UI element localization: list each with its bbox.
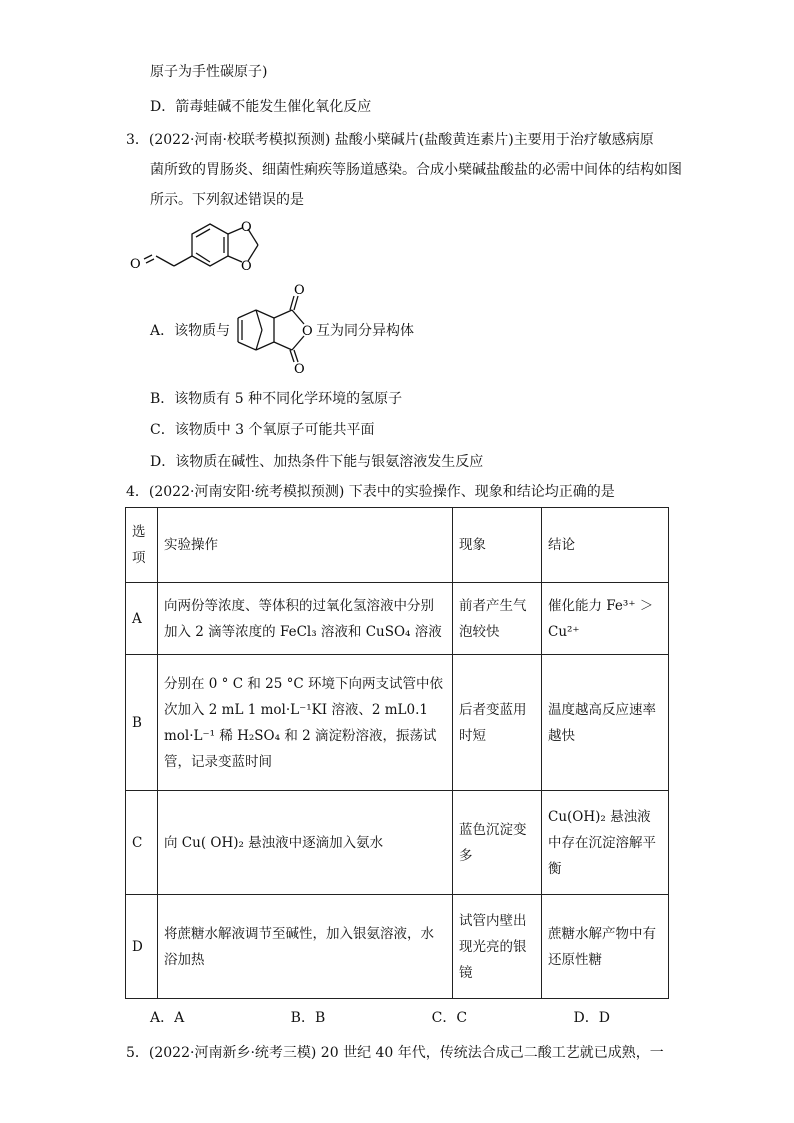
intermediate-structure: [128, 212, 288, 280]
q3-option-c: C．该物质中 3 个氧原子可能共平面: [150, 422, 375, 438]
row-operation: 向两份等浓度、等体积的过氧化氢溶液中分别加入 2 滴等浓度的 FeCl₃ 溶液和 CuSO₄ 溶液: [158, 583, 453, 655]
q2-tail-text: 原子为手性碳原子): [150, 64, 268, 80]
experiment-table: [125, 507, 669, 999]
row-option: A: [126, 583, 158, 655]
oxygen-label: O: [294, 362, 305, 374]
oxygen-label: O: [130, 257, 141, 272]
row-conclusion: Cu(OH)₂ 悬浊液中存在沉淀溶解平衡: [542, 791, 669, 895]
header-option: 选项: [126, 508, 158, 583]
row-operation: 向 Cu( OH)₂ 悬浊液中逐滴加入氨水: [158, 791, 453, 895]
table-header-row: [126, 508, 669, 583]
answer-option-b: B．B: [290, 1010, 326, 1026]
row-option: D: [126, 895, 158, 999]
oxygen-label: O: [302, 324, 313, 339]
anhydride-structure: [228, 282, 318, 374]
answer-option-c: C．C: [431, 1010, 468, 1026]
row-phenomenon: 前者产生气泡较快: [453, 583, 542, 655]
row-conclusion: 蔗糖水解产物中有还原性糖: [542, 895, 669, 999]
table-row: [126, 791, 669, 895]
q5-stem-line1: 5．(2022·河南新乡·统考三模) 20 世纪 40 年代，传统法合成己二酸工艺就已成熟，一: [126, 1045, 664, 1061]
answer-option-d: D．D: [573, 1010, 610, 1026]
q3-option-a-suffix: 互为同分异构体: [316, 323, 414, 339]
oxygen-label: O: [241, 259, 252, 274]
benzene-ring: [192, 224, 228, 266]
q3-option-d: D．该物质在碱性、加热条件下能与银氨溶液发生反应: [150, 454, 484, 470]
header-operation: 实验操作: [158, 508, 453, 583]
row-operation: 将蔗糖水解液调节至碱性，加入银氨溶液，水浴加热: [158, 895, 453, 999]
row-option: C: [126, 791, 158, 895]
row-operation: 分别在 0 ° C 和 25 °C 环境下向两支试管中依次加入 2 mL 1 mol·L⁻¹KI 溶液、2 mL0.1 mol·L⁻¹ 稀 H₂SO₄ 和 2 滴淀粉溶液，振荡试管，记录变蓝时间: [158, 655, 453, 791]
q4-answer-options: [150, 1007, 610, 1027]
oxygen-label: O: [241, 220, 252, 235]
table-row: [126, 583, 669, 655]
row-conclusion: 催化能力 Fe³⁺ ＞ Cu²⁺: [542, 583, 669, 655]
q3-stem-line2: 菌所致的胃肠炎、细菌性痢疾等肠道感染。合成小檗碱盐酸盐的必需中间体的结构如图: [150, 162, 682, 178]
q3-stem-line3: 所示。下列叙述错误的是: [150, 192, 304, 208]
answer-option-a: A．A: [150, 1010, 185, 1026]
row-option: B: [126, 655, 158, 791]
row-phenomenon: 蓝色沉淀变多: [453, 791, 542, 895]
table-row: [126, 655, 669, 791]
header-phenomenon: 现象: [453, 508, 542, 583]
oxygen-label: O: [294, 283, 305, 298]
row-conclusion: 温度越高反应速率越快: [542, 655, 669, 791]
q3-option-b: B．该物质有 5 种不同化学环境的氢原子: [150, 391, 403, 407]
table-row: [126, 895, 669, 999]
q2-option-d: D．箭毒蛙碱不能发生催化氧化反应: [150, 99, 372, 115]
row-phenomenon: 后者变蓝用时短: [453, 655, 542, 791]
q3-stem-line1: 3．(2022·河南·校联考模拟预测) 盐酸小檗碱片(盐酸黄连素片)主要用于治疗敏感病原: [126, 132, 654, 148]
q4-stem: 4．(2022·河南安阳·统考模拟预测) 下表中的实验操作、现象和结论均正确的是: [126, 484, 615, 500]
header-conclusion: 结论: [542, 508, 669, 583]
q3-option-a-prefix: A．该物质与: [150, 323, 231, 339]
row-phenomenon: 试管内壁出现光亮的银镜: [453, 895, 542, 999]
